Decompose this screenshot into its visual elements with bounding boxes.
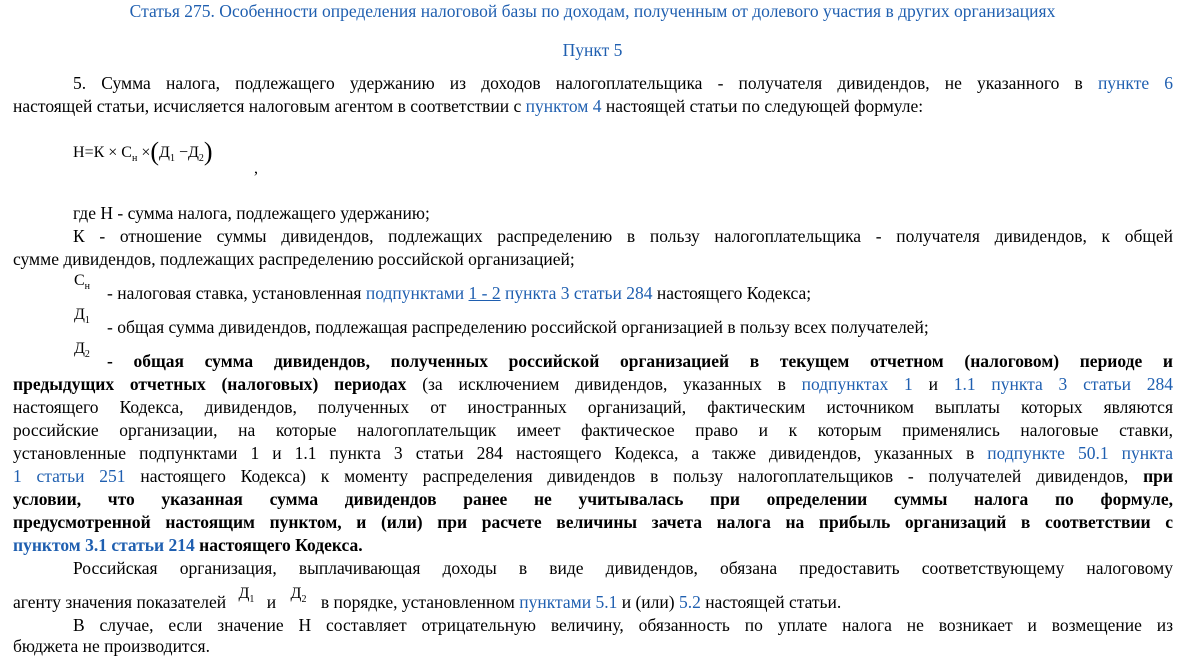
- article-title: Статья 275. Особенности определения налоговой базы по доходам, полученным от долевого участия в других организациях: [129, 1, 1056, 21]
- link-punktom-3-1-stati-214[interactable]: пунктом 3.1 статьи 214: [13, 535, 195, 555]
- definition-d2-line-4: российские организации, на которые налогоплательщик имеет фактическое право и к которым применялись налоговые ставки,: [13, 420, 1173, 440]
- link-5-2[interactable]: 5.2: [678, 592, 701, 612]
- definition-d2-line-5: установленные подпунктами 1 и 1.1 пункта 3 статьи 284 настоящего Кодекса, а также дивидендов, указанных в подпункте 50.1 пункта: [13, 443, 1174, 463]
- definition-d2-line-6: 1 статьи 251 настоящего Кодекса) к моменту распределения дивидендов в пользу налогоплательщиков - получателей дивидендов, при: [13, 466, 1173, 486]
- formula-comma: ,: [254, 160, 258, 177]
- definition-d2-line-1: - общая сумма дивидендов, полученных российской организацией в текущем отчетном (налоговом) периоде и: [107, 351, 1173, 371]
- paragraph-russian-org-line-2: агенту значения показателей $Д_1$ и $Д_2$ в порядке, установленном пунктами 5.1 и (или) 5.2 настоящей статьи.: [13, 585, 842, 612]
- inline-symbol-d1: $Д_1$: [238, 585, 255, 605]
- link-1-1-punkta-3-stati-284[interactable]: 1.1 пункта 3 статьи 284: [953, 374, 1174, 394]
- definition-k-line-2: сумме дивидендов, подлежащих распределению российской организацией;: [13, 249, 575, 269]
- link-punkta-3-stati-284[interactable]: пункта 3 статьи 284: [505, 283, 653, 303]
- paragraph-russian-org-line-1: Российская организация, выплачивающая доходы в виде дивидендов, обязана предоставить соответствующему налоговому: [73, 558, 1173, 578]
- link-podpunkte-50-1[interactable]: подпункте 50.1 пункта: [987, 443, 1174, 463]
- link-punkt-6[interactable]: пункте 6: [1097, 73, 1173, 93]
- definition-d1: - общая сумма дивидендов, подлежащая распределению российской организацией в пользу всех получателей;: [107, 317, 929, 337]
- paragraph-5-line-1: 5. Сумма налога, подлежащего удержанию из доходов налогоплательщика - получателя дивидендов, не указанного в пункте 6: [73, 73, 1173, 93]
- symbol-d1: $Д_1$: [74, 306, 90, 326]
- definition-h: где Н - сумма налога, подлежащего удержанию;: [73, 203, 430, 223]
- link-1-stati-251[interactable]: 1 статьи 251: [13, 466, 126, 486]
- paragraph-5-line-2: настоящей статьи, исчисляется налоговым агентом в соответствии с пунктом 4 настоящей статьи по следующей формуле:: [13, 96, 924, 116]
- section-title: Пункт 5: [562, 40, 623, 60]
- symbol-c-n: $С_н$: [74, 272, 91, 292]
- symbol-d2: $Д_2$: [74, 340, 90, 360]
- definition-c-n: - налоговая ставка, установленная подпунктами 1 - 2 пункта 3 статьи 284 настоящего Кодекса;: [107, 283, 812, 303]
- link-1-2[interactable]: 1 - 2: [468, 283, 501, 303]
- definition-d2-line-2: предыдущих отчетных (налоговых) периодах (за исключением дивидендов, указанных в подпунктах 1 и 1.1 пункта 3 статьи 284: [13, 374, 1174, 394]
- link-punktami-5-1[interactable]: пунктами 5.1: [519, 592, 618, 612]
- definition-d2-line-8: предусмотренной настоящим пунктом, и (или) при расчете величины зачета налога на прибыль организаций в соответствии с: [13, 512, 1173, 532]
- definition-d2-line-9: пунктом 3.1 статьи 214 настоящего Кодекса.: [13, 535, 363, 555]
- paragraph-negative-line-2: бюджета не производится.: [13, 636, 210, 656]
- paragraph-negative-line-1: В случае, если значение Н составляет отрицательную величину, обязанность по уплате налога не возникает и возмещение из: [73, 615, 1173, 635]
- link-podpunktami[interactable]: подпунктами: [365, 283, 465, 303]
- inline-symbol-d2: $Д_2$: [290, 585, 307, 605]
- link-punkt-4[interactable]: пунктом 4: [525, 96, 602, 116]
- definition-d2-line-3: настоящего Кодекса, дивидендов, полученных от иностранных организаций, фактическим источником выплаты которых являются: [13, 397, 1173, 417]
- link-podpunktah-1[interactable]: подпунктах 1: [801, 374, 913, 394]
- definition-d2-line-7: условии, что указанная сумма дивидендов ранее не учитывалась при определении суммы налога по формуле,: [13, 489, 1173, 509]
- definition-k-line-1: К - отношение суммы дивидендов, подлежащих распределению в пользу налогоплательщика - получателя дивидендов, к общей: [73, 226, 1173, 246]
- tax-formula: $Н=К \times С_н \times(Д_1 -Д_2)$: [73, 137, 213, 166]
